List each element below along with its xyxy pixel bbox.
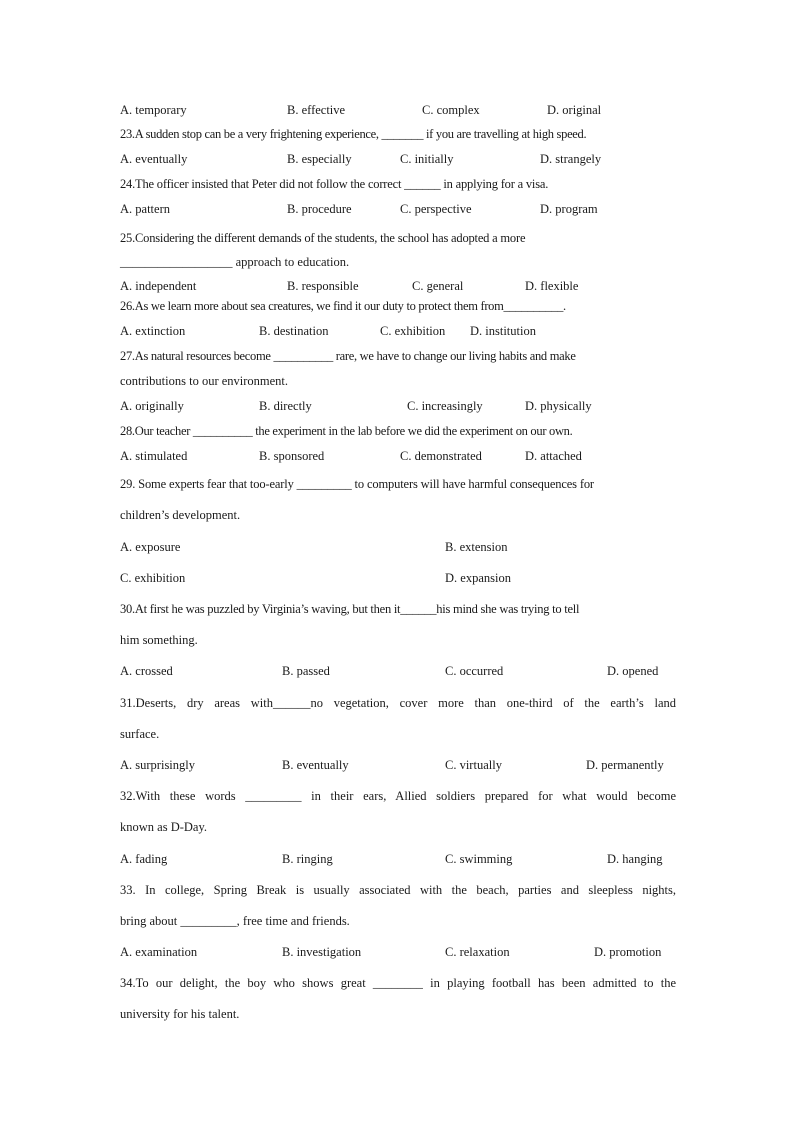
q32-option-d: D. hanging xyxy=(607,852,663,866)
q31-option-d: D. permanently xyxy=(586,758,664,772)
q28-option-b: B. sponsored xyxy=(259,449,325,463)
q23-option-a: A. eventually xyxy=(120,152,188,166)
q32-stem-line-2: known as D-Day. xyxy=(120,820,208,834)
q24-stem: 24.The officer insisted that Peter did not follow the correct ______ in applying for a visa. xyxy=(120,177,549,191)
q27-option-c: C. increasingly xyxy=(407,399,483,413)
q26-option-a: A. extinction xyxy=(120,324,186,338)
q27-option-b: B. directly xyxy=(259,399,312,413)
q27-stem-line-1: 27.As natural resources become __________ rare, we have to change our living habits and make xyxy=(120,349,576,363)
q28-stem: 28.Our teacher __________ the experiment in the lab before we did the experiment on our own. xyxy=(120,424,573,438)
q29-option-c: C. exhibition xyxy=(120,571,186,585)
q31-option-c: C. virtually xyxy=(445,758,502,772)
q24-option-c: C. perspective xyxy=(400,202,472,216)
q25-stem-line-1: 25.Considering the different demands of the students, the school has adopted a more xyxy=(120,231,526,245)
q34-stem-line-2: university for his talent. xyxy=(120,1007,240,1021)
q31-option-a: A. surprisingly xyxy=(120,758,195,772)
q25-stem-line-2: __________________ approach to education. xyxy=(120,255,350,269)
q32-stem-line-1: 32.With these words _________ in their ears, Allied soldiers prepared for what would become xyxy=(120,789,676,803)
q31-option-b: B. eventually xyxy=(282,758,349,772)
q34-stem-line-1: 34.To our delight, the boy who shows great ________ in playing football has been admitted to the xyxy=(120,976,676,990)
q26-stem: 26.As we learn more about sea creatures, we find it our duty to protect them from__________. xyxy=(120,299,566,313)
q31-stem-line-2: surface. xyxy=(120,727,160,741)
q28-option-c: C. demonstrated xyxy=(400,449,482,463)
q27-option-d: D. physically xyxy=(525,399,592,413)
q22-option-c: C. complex xyxy=(422,103,480,117)
q25-option-d: D. flexible xyxy=(525,279,579,293)
q23-stem: 23.A sudden stop can be a very frightening experience, _______ if you are travelling at high speed. xyxy=(120,127,587,141)
q30-option-a: A. crossed xyxy=(120,664,173,678)
q32-option-c: C. swimming xyxy=(445,852,513,866)
q23-option-d: D. strangely xyxy=(540,152,602,166)
q29-option-d: D. expansion xyxy=(445,571,511,585)
q31-stem-line-1: 31.Deserts, dry areas with______no vegetation, cover more than one-third of the earth’s land xyxy=(120,696,676,710)
q27-option-a: A. originally xyxy=(120,399,184,413)
q30-option-c: C. occurred xyxy=(445,664,504,678)
q28-option-a: A. stimulated xyxy=(120,449,188,463)
q33-option-c: C. relaxation xyxy=(445,945,510,959)
q25-option-a: A. independent xyxy=(120,279,197,293)
q26-option-b: B. destination xyxy=(259,324,329,338)
q29-option-a: A. exposure xyxy=(120,540,181,554)
q25-option-b: B. responsible xyxy=(287,279,359,293)
q25-option-c: C. general xyxy=(412,279,464,293)
q29-option-b: B. extension xyxy=(445,540,508,554)
q22-option-a: A. temporary xyxy=(120,103,187,117)
q24-option-b: B. procedure xyxy=(287,202,352,216)
q24-option-a: A. pattern xyxy=(120,202,170,216)
q23-option-c: C. initially xyxy=(400,152,454,166)
q33-option-b: B. investigation xyxy=(282,945,362,959)
q32-option-b: B. ringing xyxy=(282,852,333,866)
q33-stem-line-2: bring about _________, free time and friends. xyxy=(120,914,350,928)
q30-stem-line-2: him something. xyxy=(120,633,198,647)
q29-stem-line-1: 29. Some experts fear that too-early _________ to computers will have harmful consequences for xyxy=(120,477,594,491)
q30-stem-line-1: 30.At first he was puzzled by Virginia’s waving, but then it______his mind she was trying to tell xyxy=(120,602,580,616)
q33-stem-line-1: 33. In college, Spring Break is usually associated with the beach, parties and sleepless nights, xyxy=(120,883,676,897)
q22-option-b: B. effective xyxy=(287,103,346,117)
q29-stem-line-2: children’s development. xyxy=(120,508,241,522)
q24-option-d: D. program xyxy=(540,202,598,216)
q26-option-c: C. exhibition xyxy=(380,324,446,338)
q33-option-a: A. examination xyxy=(120,945,198,959)
q30-option-d: D. opened xyxy=(607,664,659,678)
q23-option-b: B. especially xyxy=(287,152,352,166)
q32-option-a: A. fading xyxy=(120,852,168,866)
q26-option-d: D. institution xyxy=(470,324,536,338)
q28-option-d: D. attached xyxy=(525,449,582,463)
q27-stem-line-2: contributions to our environment. xyxy=(120,374,289,388)
q33-option-d: D. promotion xyxy=(594,945,662,959)
q22-option-d: D. original xyxy=(547,103,602,117)
q30-option-b: B. passed xyxy=(282,664,330,678)
